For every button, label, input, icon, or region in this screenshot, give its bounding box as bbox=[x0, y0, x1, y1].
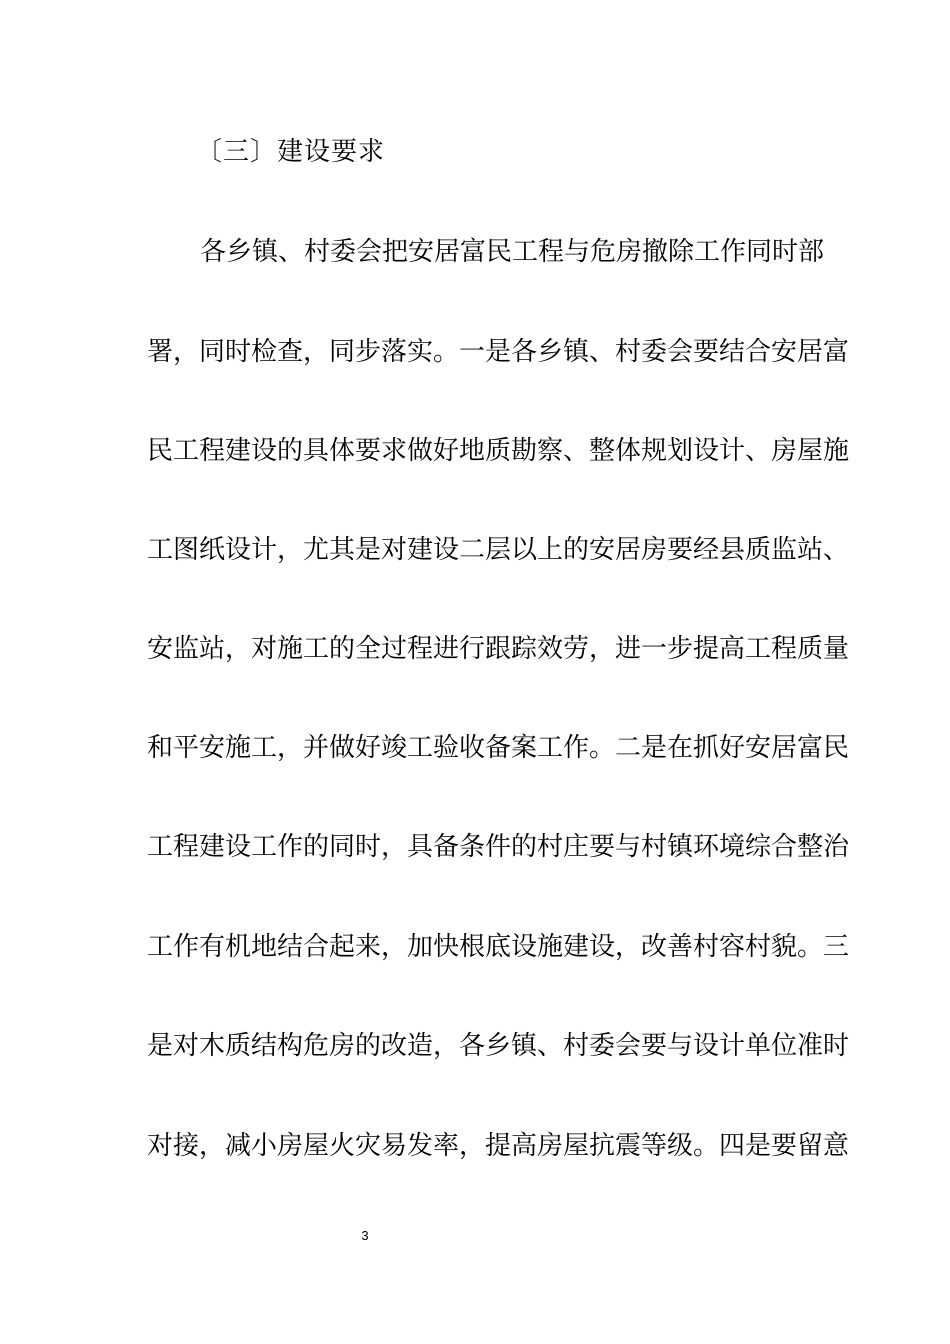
paragraph-line: 工作有机地结合起来，加快根底设施建设，改善村容村貌。三 bbox=[147, 932, 850, 962]
section-heading: 〔三〕建设要求 bbox=[196, 137, 386, 167]
paragraph-line: 署，同时检查，同步落实。一是各乡镇、村委会要结合安居富 bbox=[147, 337, 850, 367]
paragraph-line: 工程建设工作的同时，具备条件的村庄要与村镇环境综合整治 bbox=[147, 832, 850, 862]
paragraph-line: 是对木质结构危房的改造，各乡镇、村委会要与设计单位准时 bbox=[147, 1031, 850, 1061]
paragraph-line: 安监站，对施工的全过程进行跟踪效劳，进一步提高工程质量 bbox=[147, 634, 850, 664]
paragraph-line: 工图纸设计，尤其是对建设二层以上的安居房要经县质监站、 bbox=[147, 535, 850, 565]
page-number: 3 bbox=[361, 1228, 369, 1243]
paragraph-line: 民工程建设的具体要求做好地质勘察、整体规划设计、房屋施 bbox=[147, 436, 850, 466]
paragraph-line: 和平安施工，并做好竣工验收备案工作。二是在抓好安居富民 bbox=[147, 733, 850, 763]
paragraph-line: 各乡镇、村委会把安居富民工程与危房撤除工作同时部 bbox=[200, 237, 825, 267]
paragraph-line: 对接，减小房屋火灾易发率，提高房屋抗震等级。四是要留意 bbox=[147, 1131, 850, 1161]
